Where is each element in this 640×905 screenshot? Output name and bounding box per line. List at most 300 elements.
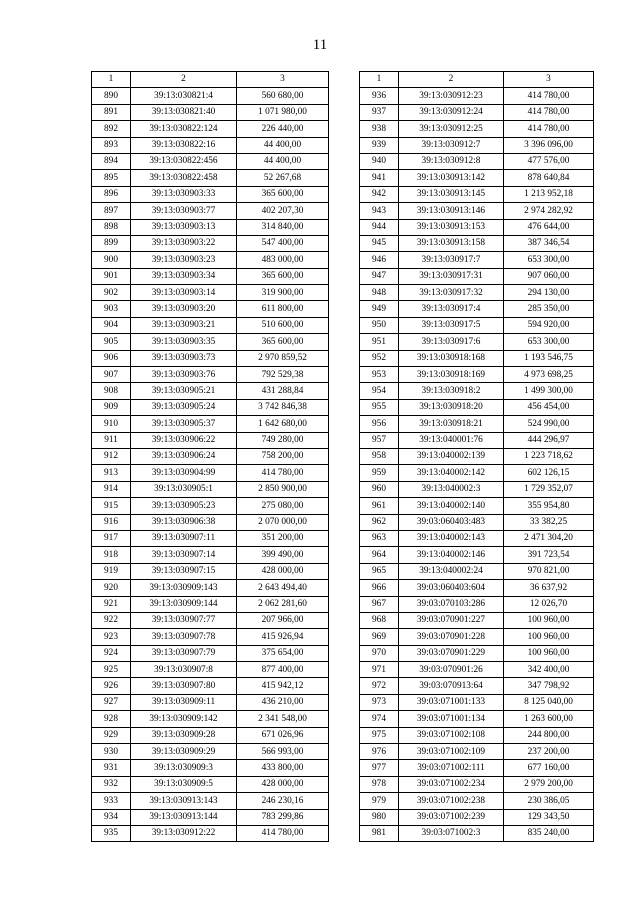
cell-cadastral-number: 39:13:040002:146 [399, 547, 504, 563]
cell-cadastral-number: 39:13:030913:158 [399, 235, 504, 251]
cell-row-number: 913 [92, 465, 131, 481]
cell-value: 428 000,00 [237, 563, 329, 579]
cell-cadastral-number: 39:03:071002:111 [399, 760, 504, 776]
cell-row-number: 944 [360, 219, 399, 235]
cell-value: 2 471 304,20 [504, 530, 594, 546]
cell-row-number: 894 [92, 153, 131, 169]
cell-value: 602 126,15 [504, 465, 594, 481]
table-row [360, 137, 594, 153]
cell-value: 1 729 352,07 [504, 481, 594, 497]
table-row [92, 137, 329, 153]
table-row [92, 301, 329, 317]
table-row [360, 416, 594, 432]
cell-row-number: 917 [92, 530, 131, 546]
cell-value: 653 300,00 [504, 334, 594, 350]
table-row [92, 268, 329, 284]
cell-row-number: 962 [360, 514, 399, 530]
cell-cadastral-number: 39:13:030918:168 [399, 350, 504, 366]
cell-cadastral-number: 39:03:070901:229 [399, 645, 504, 661]
cell-value: 414 780,00 [504, 121, 594, 137]
table-row [360, 448, 594, 464]
cell-value: 1 193 546,75 [504, 350, 594, 366]
table-row [92, 563, 329, 579]
table-row [92, 580, 329, 596]
cell-cadastral-number: 39:13:030909:28 [131, 727, 237, 743]
cell-cadastral-number: 39:13:030905:23 [131, 498, 237, 514]
cell-row-number: 895 [92, 170, 131, 186]
cell-row-number: 951 [360, 334, 399, 350]
cell-cadastral-number: 39:13:030909:29 [131, 744, 237, 760]
cell-cadastral-number: 39:13:030917:31 [399, 268, 504, 284]
cell-row-number: 893 [92, 137, 131, 153]
cell-cadastral-number: 39:13:030905:24 [131, 399, 237, 415]
cell-cadastral-number: 39:03:070103:286 [399, 596, 504, 612]
cell-value: 399 490,00 [237, 547, 329, 563]
cell-cadastral-number: 39:13:030906:22 [131, 432, 237, 448]
table-row [360, 219, 594, 235]
cell-value: 907 060,00 [504, 268, 594, 284]
cell-cadastral-number: 39:13:030905:37 [131, 416, 237, 432]
table-row [92, 334, 329, 350]
cell-value: 414 780,00 [237, 465, 329, 481]
cell-cadastral-number: 39:13:030903:34 [131, 268, 237, 284]
cell-value: 483 000,00 [237, 252, 329, 268]
cell-row-number: 902 [92, 285, 131, 301]
page-number: 11 [312, 37, 328, 53]
table-row [92, 432, 329, 448]
table-row [360, 465, 594, 481]
cell-cadastral-number: 39:13:030917:4 [399, 301, 504, 317]
cell-cadastral-number: 39:03:070901:227 [399, 612, 504, 628]
table-row [360, 612, 594, 628]
table-row [360, 727, 594, 743]
table-row [92, 596, 329, 612]
table-row [360, 809, 594, 825]
table-row [360, 793, 594, 809]
cell-value: 566 993,00 [237, 744, 329, 760]
cell-value: 230 386,05 [504, 793, 594, 809]
cell-row-number: 941 [360, 170, 399, 186]
table-row [360, 383, 594, 399]
cell-cadastral-number: 39:13:030903:35 [131, 334, 237, 350]
table-row [92, 547, 329, 563]
cell-value: 8 125 040,00 [504, 694, 594, 710]
cell-row-number: 967 [360, 596, 399, 612]
table-row [360, 481, 594, 497]
cell-value: 510 600,00 [237, 317, 329, 333]
header-cell: 3 [237, 72, 329, 88]
table-row [92, 219, 329, 235]
cell-value: 1 071 980,00 [237, 104, 329, 120]
cell-cadastral-number: 39:13:030903:33 [131, 186, 237, 202]
cell-row-number: 959 [360, 465, 399, 481]
cell-row-number: 918 [92, 547, 131, 563]
cell-cadastral-number: 39:13:030907:77 [131, 612, 237, 628]
cell-row-number: 972 [360, 678, 399, 694]
cell-value: 1 642 680,00 [237, 416, 329, 432]
cell-value: 749 280,00 [237, 432, 329, 448]
cell-cadastral-number: 39:13:030913:142 [399, 170, 504, 186]
cell-value: 4 973 698,25 [504, 367, 594, 383]
cell-value: 1 213 952,18 [504, 186, 594, 202]
cell-row-number: 940 [360, 153, 399, 169]
cell-cadastral-number: 39:13:030913:146 [399, 203, 504, 219]
cell-row-number: 960 [360, 481, 399, 497]
table-row [360, 662, 594, 678]
cell-value: 783 299,86 [237, 809, 329, 825]
cell-value: 314 840,00 [237, 219, 329, 235]
cell-cadastral-number: 39:13:040002:24 [399, 563, 504, 579]
cell-value: 246 230,16 [237, 793, 329, 809]
table-row [360, 825, 594, 841]
cell-value: 12 026,70 [504, 596, 594, 612]
cell-value: 2 850 900,00 [237, 481, 329, 497]
cell-value: 387 346,54 [504, 235, 594, 251]
table-row [92, 662, 329, 678]
cell-row-number: 961 [360, 498, 399, 514]
table-row [360, 629, 594, 645]
cell-row-number: 938 [360, 121, 399, 137]
table-row [92, 104, 329, 120]
cell-cadastral-number: 39:03:071001:134 [399, 711, 504, 727]
cell-row-number: 969 [360, 629, 399, 645]
cell-row-number: 942 [360, 186, 399, 202]
cell-value: 560 680,00 [237, 88, 329, 104]
cell-row-number: 920 [92, 580, 131, 596]
table-row [360, 88, 594, 104]
cell-cadastral-number: 39:03:071002:234 [399, 776, 504, 792]
table-row [92, 760, 329, 776]
cell-value: 594 920,00 [504, 317, 594, 333]
cell-cadastral-number: 39:13:030903:76 [131, 367, 237, 383]
cell-row-number: 974 [360, 711, 399, 727]
table-row [360, 104, 594, 120]
cell-cadastral-number: 39:13:030905:21 [131, 383, 237, 399]
cell-cadastral-number: 39:13:030913:144 [131, 809, 237, 825]
table-row [92, 235, 329, 251]
table-row [360, 530, 594, 546]
cell-cadastral-number: 39:13:030909:143 [131, 580, 237, 596]
table-row [92, 530, 329, 546]
cell-row-number: 977 [360, 760, 399, 776]
cell-value: 2 970 859,52 [237, 350, 329, 366]
table-row [92, 203, 329, 219]
table-row [92, 465, 329, 481]
cell-row-number: 914 [92, 481, 131, 497]
cell-value: 428 000,00 [237, 776, 329, 792]
cell-value: 33 382,25 [504, 514, 594, 530]
table-row [360, 596, 594, 612]
cell-cadastral-number: 39:13:030912:25 [399, 121, 504, 137]
cell-value: 415 926,94 [237, 629, 329, 645]
cell-cadastral-number: 39:13:040002:3 [399, 481, 504, 497]
cell-value: 100 960,00 [504, 645, 594, 661]
cell-row-number: 922 [92, 612, 131, 628]
cell-cadastral-number: 39:13:030917:32 [399, 285, 504, 301]
cell-cadastral-number: 39:13:030906:24 [131, 448, 237, 464]
cell-cadastral-number: 39:03:071002:239 [399, 809, 504, 825]
table-row [92, 153, 329, 169]
cell-row-number: 890 [92, 88, 131, 104]
cell-row-number: 964 [360, 547, 399, 563]
cell-row-number: 912 [92, 448, 131, 464]
cell-row-number: 968 [360, 612, 399, 628]
cell-row-number: 937 [360, 104, 399, 120]
cell-value: 653 300,00 [504, 252, 594, 268]
cell-row-number: 976 [360, 744, 399, 760]
cell-value: 351 200,00 [237, 530, 329, 546]
cell-cadastral-number: 39:03:071002:238 [399, 793, 504, 809]
table-row [360, 268, 594, 284]
data-table-right [359, 71, 594, 842]
table-row [360, 350, 594, 366]
cell-value: 758 200,00 [237, 448, 329, 464]
cell-cadastral-number: 39:13:030903:22 [131, 235, 237, 251]
cell-value: 365 600,00 [237, 186, 329, 202]
cell-value: 677 160,00 [504, 760, 594, 776]
cell-cadastral-number: 39:13:030903:23 [131, 252, 237, 268]
table-row [92, 285, 329, 301]
table-row [92, 399, 329, 415]
cell-cadastral-number: 39:13:040001:76 [399, 432, 504, 448]
cell-row-number: 975 [360, 727, 399, 743]
table-row [360, 170, 594, 186]
table-row [92, 809, 329, 825]
cell-row-number: 965 [360, 563, 399, 579]
cell-cadastral-number: 39:03:071002:109 [399, 744, 504, 760]
cell-value: 44 400,00 [237, 153, 329, 169]
cell-row-number: 932 [92, 776, 131, 792]
table-row [92, 367, 329, 383]
cell-value: 415 942,12 [237, 678, 329, 694]
cell-row-number: 943 [360, 203, 399, 219]
cell-value: 129 343,50 [504, 809, 594, 825]
cell-row-number: 930 [92, 744, 131, 760]
cell-row-number: 926 [92, 678, 131, 694]
cell-cadastral-number: 39:13:030903:20 [131, 301, 237, 317]
cell-cadastral-number: 39:13:030913:153 [399, 219, 504, 235]
table-row [360, 498, 594, 514]
table-row [360, 744, 594, 760]
cell-value: 477 576,00 [504, 153, 594, 169]
cell-value: 792 529,38 [237, 367, 329, 383]
table-row [92, 498, 329, 514]
cell-value: 52 267,68 [237, 170, 329, 186]
cell-row-number: 915 [92, 498, 131, 514]
cell-cadastral-number: 39:03:060403:604 [399, 580, 504, 596]
cell-value: 342 400,00 [504, 662, 594, 678]
cell-cadastral-number: 39:13:030903:77 [131, 203, 237, 219]
table-row [360, 547, 594, 563]
table-row [360, 563, 594, 579]
cell-value: 878 640,84 [504, 170, 594, 186]
cell-value: 402 207,30 [237, 203, 329, 219]
cell-value: 414 780,00 [504, 88, 594, 104]
table-row [92, 825, 329, 841]
cell-cadastral-number: 39:13:040002:142 [399, 465, 504, 481]
cell-cadastral-number: 39:13:030904:99 [131, 465, 237, 481]
cell-cadastral-number: 39:13:030909:5 [131, 776, 237, 792]
cell-cadastral-number: 39:13:030909:11 [131, 694, 237, 710]
cell-cadastral-number: 39:13:030918:20 [399, 399, 504, 415]
cell-row-number: 891 [92, 104, 131, 120]
cell-value: 100 960,00 [504, 629, 594, 645]
table-row [92, 317, 329, 333]
cell-row-number: 956 [360, 416, 399, 432]
cell-row-number: 953 [360, 367, 399, 383]
cell-row-number: 919 [92, 563, 131, 579]
table-row [360, 711, 594, 727]
table-row [360, 694, 594, 710]
table-header-row [92, 72, 329, 88]
cell-value: 244 800,00 [504, 727, 594, 743]
table-row [360, 252, 594, 268]
table-row [92, 629, 329, 645]
cell-row-number: 899 [92, 235, 131, 251]
table-row [92, 612, 329, 628]
cell-value: 524 990,00 [504, 416, 594, 432]
table-row [92, 514, 329, 530]
cell-row-number: 933 [92, 793, 131, 809]
data-table-left [91, 71, 329, 842]
cell-value: 365 600,00 [237, 268, 329, 284]
cell-value: 444 296,97 [504, 432, 594, 448]
cell-cadastral-number: 39:03:071001:133 [399, 694, 504, 710]
table-row [92, 121, 329, 137]
cell-row-number: 939 [360, 137, 399, 153]
cell-cadastral-number: 39:03:070901:26 [399, 662, 504, 678]
cell-row-number: 936 [360, 88, 399, 104]
cell-value: 36 637,92 [504, 580, 594, 596]
cell-cadastral-number: 39:13:030909:142 [131, 711, 237, 727]
cell-row-number: 897 [92, 203, 131, 219]
cell-row-number: 946 [360, 252, 399, 268]
cell-value: 414 780,00 [504, 104, 594, 120]
cell-cadastral-number: 39:13:030909:144 [131, 596, 237, 612]
table-row [360, 514, 594, 530]
cell-row-number: 954 [360, 383, 399, 399]
cell-value: 1 499 300,00 [504, 383, 594, 399]
table-row [360, 399, 594, 415]
cell-row-number: 981 [360, 825, 399, 841]
table-row [92, 350, 329, 366]
cell-cadastral-number: 39:13:030907:11 [131, 530, 237, 546]
cell-cadastral-number: 39:13:030918:169 [399, 367, 504, 383]
cell-value: 2 974 282,92 [504, 203, 594, 219]
table-row [92, 481, 329, 497]
cell-value: 436 210,00 [237, 694, 329, 710]
cell-row-number: 924 [92, 645, 131, 661]
cell-row-number: 903 [92, 301, 131, 317]
cell-row-number: 957 [360, 432, 399, 448]
cell-cadastral-number: 39:13:030905:1 [131, 481, 237, 497]
cell-row-number: 909 [92, 399, 131, 415]
cell-row-number: 906 [92, 350, 131, 366]
cell-cadastral-number: 39:13:030913:143 [131, 793, 237, 809]
cell-cadastral-number: 39:13:030903:73 [131, 350, 237, 366]
table-row [360, 121, 594, 137]
table-row [360, 285, 594, 301]
cell-cadastral-number: 39:13:030912:8 [399, 153, 504, 169]
cell-row-number: 907 [92, 367, 131, 383]
table-row [360, 760, 594, 776]
cell-cadastral-number: 39:13:040002:140 [399, 498, 504, 514]
cell-cadastral-number: 39:13:030913:145 [399, 186, 504, 202]
cell-row-number: 979 [360, 793, 399, 809]
cell-value: 3 396 096,00 [504, 137, 594, 153]
cell-cadastral-number: 39:13:040002:139 [399, 448, 504, 464]
cell-cadastral-number: 39:13:030822:458 [131, 170, 237, 186]
cell-cadastral-number: 39:13:040002:143 [399, 530, 504, 546]
table-row [360, 317, 594, 333]
cell-row-number: 923 [92, 629, 131, 645]
cell-row-number: 950 [360, 317, 399, 333]
cell-row-number: 948 [360, 285, 399, 301]
cell-row-number: 905 [92, 334, 131, 350]
cell-value: 365 600,00 [237, 334, 329, 350]
table-row [360, 645, 594, 661]
cell-cadastral-number: 39:13:030907:78 [131, 629, 237, 645]
cell-row-number: 900 [92, 252, 131, 268]
cell-cadastral-number: 39:13:030917:7 [399, 252, 504, 268]
table-row [92, 776, 329, 792]
cell-value: 207 966,00 [237, 612, 329, 628]
cell-cadastral-number: 39:13:030903:14 [131, 285, 237, 301]
cell-cadastral-number: 39:03:070913:64 [399, 678, 504, 694]
table-row [360, 153, 594, 169]
cell-row-number: 931 [92, 760, 131, 776]
cell-value: 237 200,00 [504, 744, 594, 760]
cell-cadastral-number: 39:13:030821:4 [131, 88, 237, 104]
header-cell: 1 [360, 72, 399, 88]
cell-value: 100 960,00 [504, 612, 594, 628]
cell-value: 375 654,00 [237, 645, 329, 661]
cell-cadastral-number: 39:13:030903:13 [131, 219, 237, 235]
table-row [92, 678, 329, 694]
table-row [92, 694, 329, 710]
table-row [92, 448, 329, 464]
cell-row-number: 935 [92, 825, 131, 841]
cell-cadastral-number: 39:13:030912:24 [399, 104, 504, 120]
table-row [360, 367, 594, 383]
cell-cadastral-number: 39:13:030907:15 [131, 563, 237, 579]
table-row [360, 776, 594, 792]
cell-row-number: 892 [92, 121, 131, 137]
cell-value: 2 070 000,00 [237, 514, 329, 530]
cell-cadastral-number: 39:13:030822:124 [131, 121, 237, 137]
cell-value: 3 742 846,38 [237, 399, 329, 415]
cell-cadastral-number: 39:13:030821:40 [131, 104, 237, 120]
cell-value: 611 800,00 [237, 301, 329, 317]
cell-row-number: 910 [92, 416, 131, 432]
cell-row-number: 973 [360, 694, 399, 710]
cell-value: 877 400,00 [237, 662, 329, 678]
cell-row-number: 927 [92, 694, 131, 710]
cell-value: 2 341 548,00 [237, 711, 329, 727]
cell-value: 1 263 600,00 [504, 711, 594, 727]
table-header-row [360, 72, 594, 88]
cell-row-number: 955 [360, 399, 399, 415]
table-row [360, 301, 594, 317]
cell-row-number: 921 [92, 596, 131, 612]
cell-value: 347 798,92 [504, 678, 594, 694]
cell-value: 2 643 494,40 [237, 580, 329, 596]
cell-value: 319 900,00 [237, 285, 329, 301]
cell-value: 835 240,00 [504, 825, 594, 841]
cell-value: 355 954,80 [504, 498, 594, 514]
cell-row-number: 963 [360, 530, 399, 546]
cell-cadastral-number: 39:13:030907:80 [131, 678, 237, 694]
